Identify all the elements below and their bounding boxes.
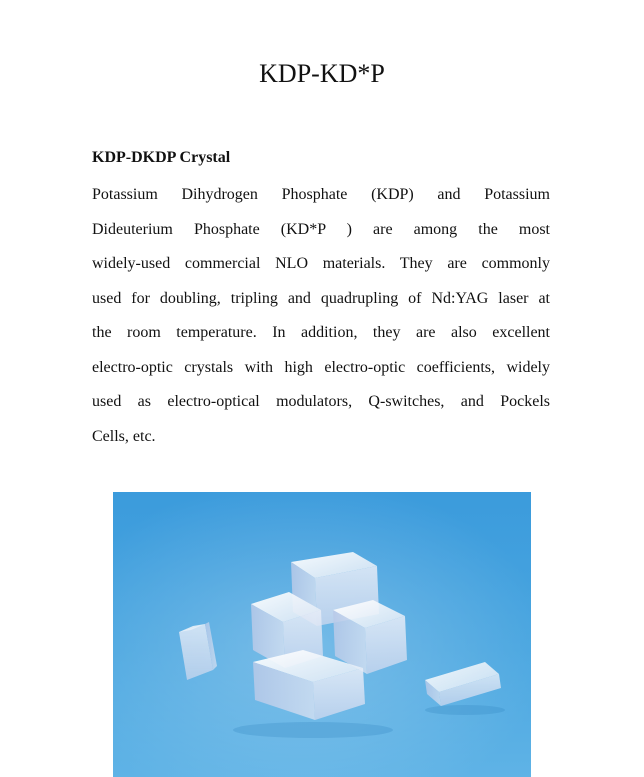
page-title: KDP-KD*P: [259, 59, 385, 88]
paragraph-line: Potassium Dihydrogen Phosphate (KDP) and Potassium: [92, 186, 550, 203]
paragraph-line: electro-optic crystals with high electro-optic coefficients, widely: [92, 358, 550, 376]
paragraph-line: Cells, etc.: [92, 427, 156, 445]
paragraph-line: used as electro-optical modulators, Q-switches, and Pockels: [92, 393, 550, 410]
paragraph-line: used for doubling, tripling and quadrupling of Nd:YAG laser at: [92, 289, 550, 307]
paragraph-line: the room temperature. In addition, they are also excellent: [92, 324, 550, 341]
paragraph-line: Dideuterium Phosphate (KD*P ) are among the most: [92, 220, 550, 238]
crystal-photo: [113, 492, 531, 777]
paragraph-line: widely-used commercial NLO materials. They are commonly: [92, 255, 550, 272]
section-heading: KDP-DKDP Crystal: [92, 149, 231, 166]
body-paragraph: [92, 178, 550, 454]
